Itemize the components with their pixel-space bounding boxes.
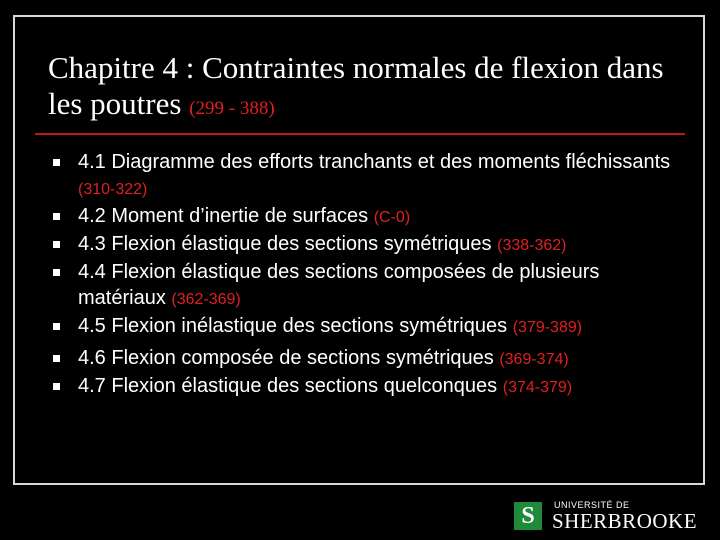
item-pages: (310-322) [78,181,148,198]
list-item [46,259,686,313]
list-item [46,203,686,231]
square-bullet-icon [53,323,60,330]
square-bullet-icon [53,241,60,248]
square-bullet-icon [53,355,60,362]
item-text: 4.7 Flexion élastique des sections quelconques [78,375,498,397]
list-item [46,345,686,373]
slide-title [48,50,688,127]
item-pages: (369-374) [499,351,569,368]
item-text: 4.2 Moment d’inertie de surfaces [78,205,369,227]
title-pages: (299 - 388) [189,98,275,119]
list-item [46,149,686,203]
item-pages: (C-0) [373,209,411,226]
item-text: 4.4 Flexion élastique des sections composées de plusieurs matériaux [78,261,600,309]
title-divider [35,133,685,135]
item-pages: (374-379) [502,379,573,396]
item-pages: (362-369) [171,291,241,308]
title-text: Chapitre 4 : Contraintes normales de flexion dans les poutres [48,50,664,121]
logo-university-label: UNIVERSITÉ DE [554,500,630,510]
item-pages: (338-362) [497,237,567,254]
logo-mark-icon: S [514,502,542,530]
item-text: 4.3 Flexion élastique des sections symétriques [78,233,492,255]
section-list [46,149,686,401]
list-item [46,231,686,259]
square-bullet-icon [53,213,60,220]
square-bullet-icon [53,159,60,166]
logo-university-name: SHERBROOKE [552,509,698,533]
list-item [46,373,686,401]
item-text: 4.5 Flexion inélastique des sections symétriques [78,315,508,337]
square-bullet-icon [53,269,60,276]
list-item [46,313,686,341]
university-logo [514,500,704,532]
item-text: 4.1 Diagramme des efforts tranchants et des moments fléchissants [78,151,671,173]
item-text: 4.6 Flexion composée de sections symétriques [78,347,494,369]
item-pages: (379-389) [512,319,583,336]
square-bullet-icon [53,383,60,390]
